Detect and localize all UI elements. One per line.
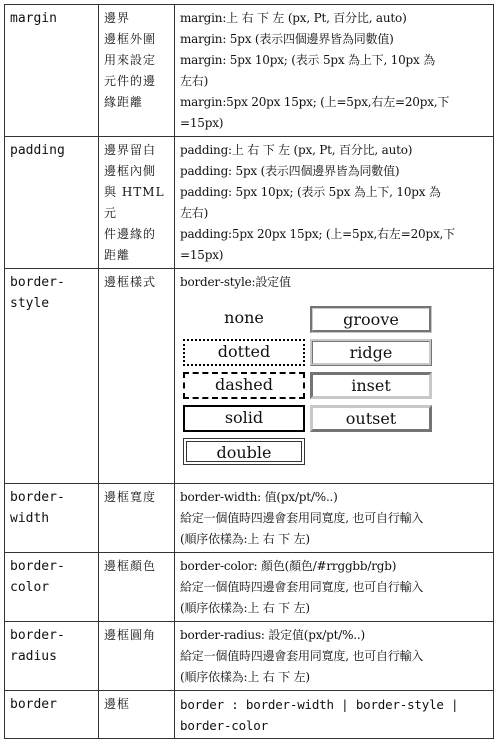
property-usage [175,137,494,269]
usage-line: padding:上 右 下 左 (px, Pt, 百分比, auto) [180,143,413,157]
border-style-inset-example: inset [310,372,432,399]
property-name: padding [5,137,99,269]
usage-line: padding:5px 20px 15px; (上=5px,右左=20px,下 [180,227,455,241]
border-style-dotted-example: dotted [183,339,305,366]
usage-line: 給定一個值時四邊會套用同寬度, 也可自行輸入 [180,580,424,594]
usage-line: =15px) [180,116,224,130]
usage-line: margin: 5px 10px; (表示 5px 為上下, 10px 為 [180,53,436,67]
table-row-border-style [5,269,494,484]
usage-line: padding: 5px (表示四個邊界皆為同數值) [180,164,400,178]
border-style-examples [180,293,488,481]
property-description: 邊框樣式 [99,269,175,484]
table-row-margin [5,5,494,137]
property-name: border [5,691,99,739]
property-description: 邊框顏色 [99,553,175,622]
table-row-padding [5,137,494,269]
usage-line: margin: 5px (表示四個邊界皆為同數值) [180,32,394,46]
border-style-solid-example: solid [183,405,305,432]
property-usage [175,553,494,622]
table-row-border [5,691,494,739]
border-style-none-example: none [224,308,264,327]
usage-line: (順序依樣為:上 右 下 左) [180,601,310,615]
property-name: border- color [5,553,99,622]
border-style-ridge-example: ridge [310,339,432,366]
border-style-outset-example: outset [310,405,432,432]
property-description: 邊框寬度 [99,484,175,553]
usage-line: margin:5px 20px 15px; (上=5px,右左=20px,下 [180,95,450,109]
usage-line: (順序依樣為:上 右 下 左) [180,532,310,546]
usage-line: padding: 5px 10px; (表示 5px 為上下, 10px 為 [180,185,441,199]
property-usage [175,691,494,739]
usage-line: (順序依樣為:上 右 下 左) [180,670,310,684]
usage-line: border-radius: 設定值(px/pt/%..) [180,628,366,642]
property-usage [175,5,494,137]
usage-line: 左右) [180,74,209,88]
usage-line: 左右) [180,206,209,220]
usage-line: =15px) [180,248,224,262]
property-description: 邊界 邊框外圍 用來設定 元件的邊 緣距離 [99,5,175,137]
usage-line: 給定一個值時四邊會套用同寬度, 也可自行輸入 [180,649,424,663]
css-property-table [4,4,494,739]
border-style-double-example: double [183,438,305,465]
property-usage [175,269,494,484]
usage-line: border : border-width | border-style | [180,697,459,712]
border-style-dashed-example: dashed [183,372,305,399]
property-usage [175,484,494,553]
table-row-border-color [5,553,494,622]
property-usage [175,622,494,691]
border-style-groove-example: groove [310,306,432,333]
property-description: 邊界留白 邊框內側 與 HTML 元 件邊緣的 距離 [99,137,175,269]
table-row-border-width [5,484,494,553]
usage-line: border-color: 顏色(顏色/#rrggbb/rgb) [180,559,397,573]
usage-line: margin:上 右 下 左 (px, Pt, 百分比, auto) [180,11,407,25]
property-name: border- radius [5,622,99,691]
usage-line: border-color [180,718,268,733]
property-name: border- width [5,484,99,553]
usage-line: border-style:設定值 [180,275,291,289]
usage-line: border-width: 值(px/pt/%..) [180,490,338,504]
property-description: 邊框圓角 [99,622,175,691]
property-description: 邊框 [99,691,175,739]
property-name: border- style [5,269,99,484]
table-row-border-radius [5,622,494,691]
property-name: margin [5,5,99,137]
usage-line: 給定一個值時四邊會套用同寬度, 也可自行輸入 [180,511,424,525]
